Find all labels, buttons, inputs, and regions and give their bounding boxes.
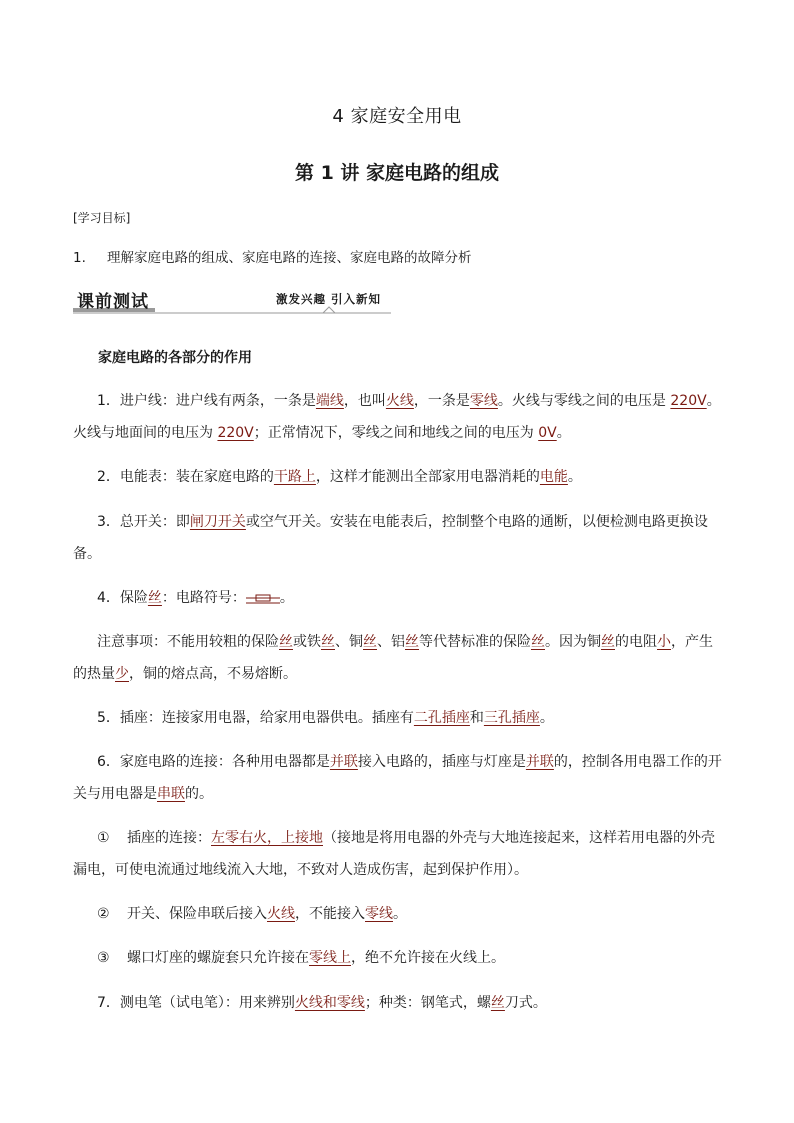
answer-blank: 0V: [538, 425, 557, 441]
paragraph-text: 。: [556, 425, 571, 441]
paragraph-socket-wiring: [73, 822, 723, 886]
paragraph-text: 。: [279, 590, 294, 606]
paragraph-text: 或空气开关。安装在电能表后，控制整个电路的通断，以便检测电路更换设备。: [73, 514, 708, 562]
paragraph-text: ；正常情况下，零线之间和地线之间的电压为: [253, 425, 539, 441]
paragraph-text: ，不能接入: [295, 906, 365, 922]
paragraph-test-pen: [73, 987, 723, 1019]
paragraph-text: 。火线与地面间的电压为: [73, 393, 721, 441]
paragraph-text: 、铜: [335, 634, 363, 650]
answer-blank: 并联: [329, 754, 358, 770]
paragraph-fuse: [73, 582, 723, 614]
lesson-title: 第 1 讲 家庭电路的组成: [294, 162, 500, 184]
paragraph-text: 1．进户线：进户线有两条，一条是: [97, 393, 316, 409]
item-number: ③: [97, 950, 110, 966]
item-number: ①: [97, 830, 110, 846]
answer-blank: 丝: [490, 995, 505, 1011]
paragraph-text: 或铁: [293, 634, 321, 650]
goal-text: 理解家庭电路的组成、家庭电路的连接、家庭电路的故障分析: [107, 250, 472, 266]
paragraph-text: 等代替标准的保险: [419, 634, 531, 650]
answer-blank: 丝: [147, 590, 162, 606]
paragraph-text: 。: [539, 710, 554, 726]
paragraph-energy-meter: [73, 461, 723, 493]
paragraph-service-wire: [73, 385, 723, 449]
item-number: ②: [97, 906, 110, 922]
answer-blank: 零线: [469, 393, 498, 409]
paragraph-text: （接地是将用电器的外壳与大地连接起来，这样若用电器的外壳漏电，可使电流通过地线流入大地，不致对人造成伤害，起到保护作用）。: [73, 830, 715, 878]
answer-blank: 小: [657, 634, 671, 650]
paragraph-text: 。因为铜: [545, 634, 601, 650]
learning-goal-item: [73, 246, 472, 266]
paragraph-text: ，绝不允许接在火线上。: [351, 950, 505, 966]
paragraph-text: 5．插座：连接家用电器，给家用电器供电。插座有: [97, 710, 414, 726]
answer-blank: 220V: [217, 425, 254, 441]
paragraph-text: 2．电能表：装在家庭电路的: [97, 469, 274, 485]
answer-blank: 丝: [531, 634, 545, 650]
paragraph-text: ，也叫: [343, 393, 386, 409]
paragraph-text: 3．总开关：即: [97, 514, 190, 530]
answer-blank: 三孔插座: [483, 710, 540, 726]
answer-blank: 少: [115, 666, 129, 682]
answer-blank: 零线: [365, 906, 393, 922]
paragraph-text: 6．家庭电路的连接：各种用电器都是: [97, 754, 330, 770]
paragraph-text: 的。: [185, 786, 213, 802]
answer-blank: 火线: [267, 906, 295, 922]
paragraph-text: ，铜的熔点高，不易熔断。: [129, 666, 297, 682]
paragraph-text: 的，控制各用电器工作的开关与用电器是: [73, 754, 722, 802]
paragraph-text: 。火线与零线之间的电压是: [497, 393, 671, 409]
answer-blank: 电能: [539, 469, 568, 485]
paragraph-text: 。: [567, 469, 582, 485]
paragraph-switch-wiring: [73, 898, 723, 930]
paragraph-text: 接入电路的，插座与灯座是: [357, 754, 526, 770]
paragraph-text: 注意事项：不能用较粗的保险: [97, 634, 279, 650]
chapter-title: 4 家庭安全用电: [332, 106, 462, 127]
goal-number: 1.: [73, 250, 86, 266]
paragraph-text: 4．保险: [97, 590, 148, 606]
paragraph-main-switch: [73, 506, 723, 570]
banner-slogan: 激发兴趣 引入新知: [276, 292, 382, 306]
answer-blank: 火线和零线: [294, 995, 365, 1011]
paragraph-text: 的电阻: [615, 634, 657, 650]
answer-blank: 丝: [321, 634, 335, 650]
answer-blank: 并联: [525, 754, 554, 770]
paragraph-text: ：电路符号：: [161, 590, 246, 606]
paragraph-text: ，这样才能测出全部家用电器消耗的: [315, 469, 540, 485]
paragraph-text: 插座的连接：: [127, 830, 211, 846]
paragraph-text: 刀式。: [504, 995, 547, 1011]
answer-blank: 闸刀开关: [189, 514, 246, 530]
paragraph-text: ，一条是: [413, 393, 470, 409]
answer-blank: 丝: [601, 634, 615, 650]
banner-title: 课前测试: [77, 292, 149, 312]
answer-blank: 串联: [157, 786, 185, 802]
paragraph-text: 和: [469, 710, 484, 726]
paragraph-text: 开关、保险串联后接入: [127, 906, 267, 922]
banner-notch: [323, 307, 335, 313]
paragraph-text: 、铝: [377, 634, 405, 650]
paragraph-socket: [73, 702, 723, 734]
answer-blank: 丝: [405, 634, 419, 650]
answer-blank: 零线上: [309, 950, 351, 966]
paragraph-text: 。: [393, 906, 407, 922]
paragraph-lamp-socket: [73, 942, 723, 974]
answer-blank: 丝: [279, 634, 293, 650]
paragraph-text: 7．测电笔（试电笔）：用来辨别: [97, 995, 295, 1011]
answer-blank: 火线: [385, 393, 414, 409]
answer-blank: 端线: [315, 393, 344, 409]
answer-blank: 干路上: [273, 469, 316, 485]
learning-goal-label: [学习目标]: [73, 211, 131, 225]
section-heading: 家庭电路的各部分的作用: [98, 350, 252, 366]
section-banner: [73, 286, 391, 316]
answer-blank: 丝: [363, 634, 377, 650]
paragraph-circuit-connection: [73, 746, 723, 810]
paragraph-fuse-notes: [73, 626, 723, 690]
answer-blank: 220V: [670, 393, 707, 409]
fuse-symbol-icon: [246, 592, 280, 604]
paragraph-text: 螺口灯座的螺旋套只允许接在: [127, 950, 309, 966]
answer-blank: 左零右火，上接地: [211, 830, 323, 846]
answer-blank: 二孔插座: [413, 710, 470, 726]
paragraph-text: ；种类：钢笔式，螺: [364, 995, 491, 1011]
paragraph-text: ，产生的热量: [73, 634, 713, 682]
